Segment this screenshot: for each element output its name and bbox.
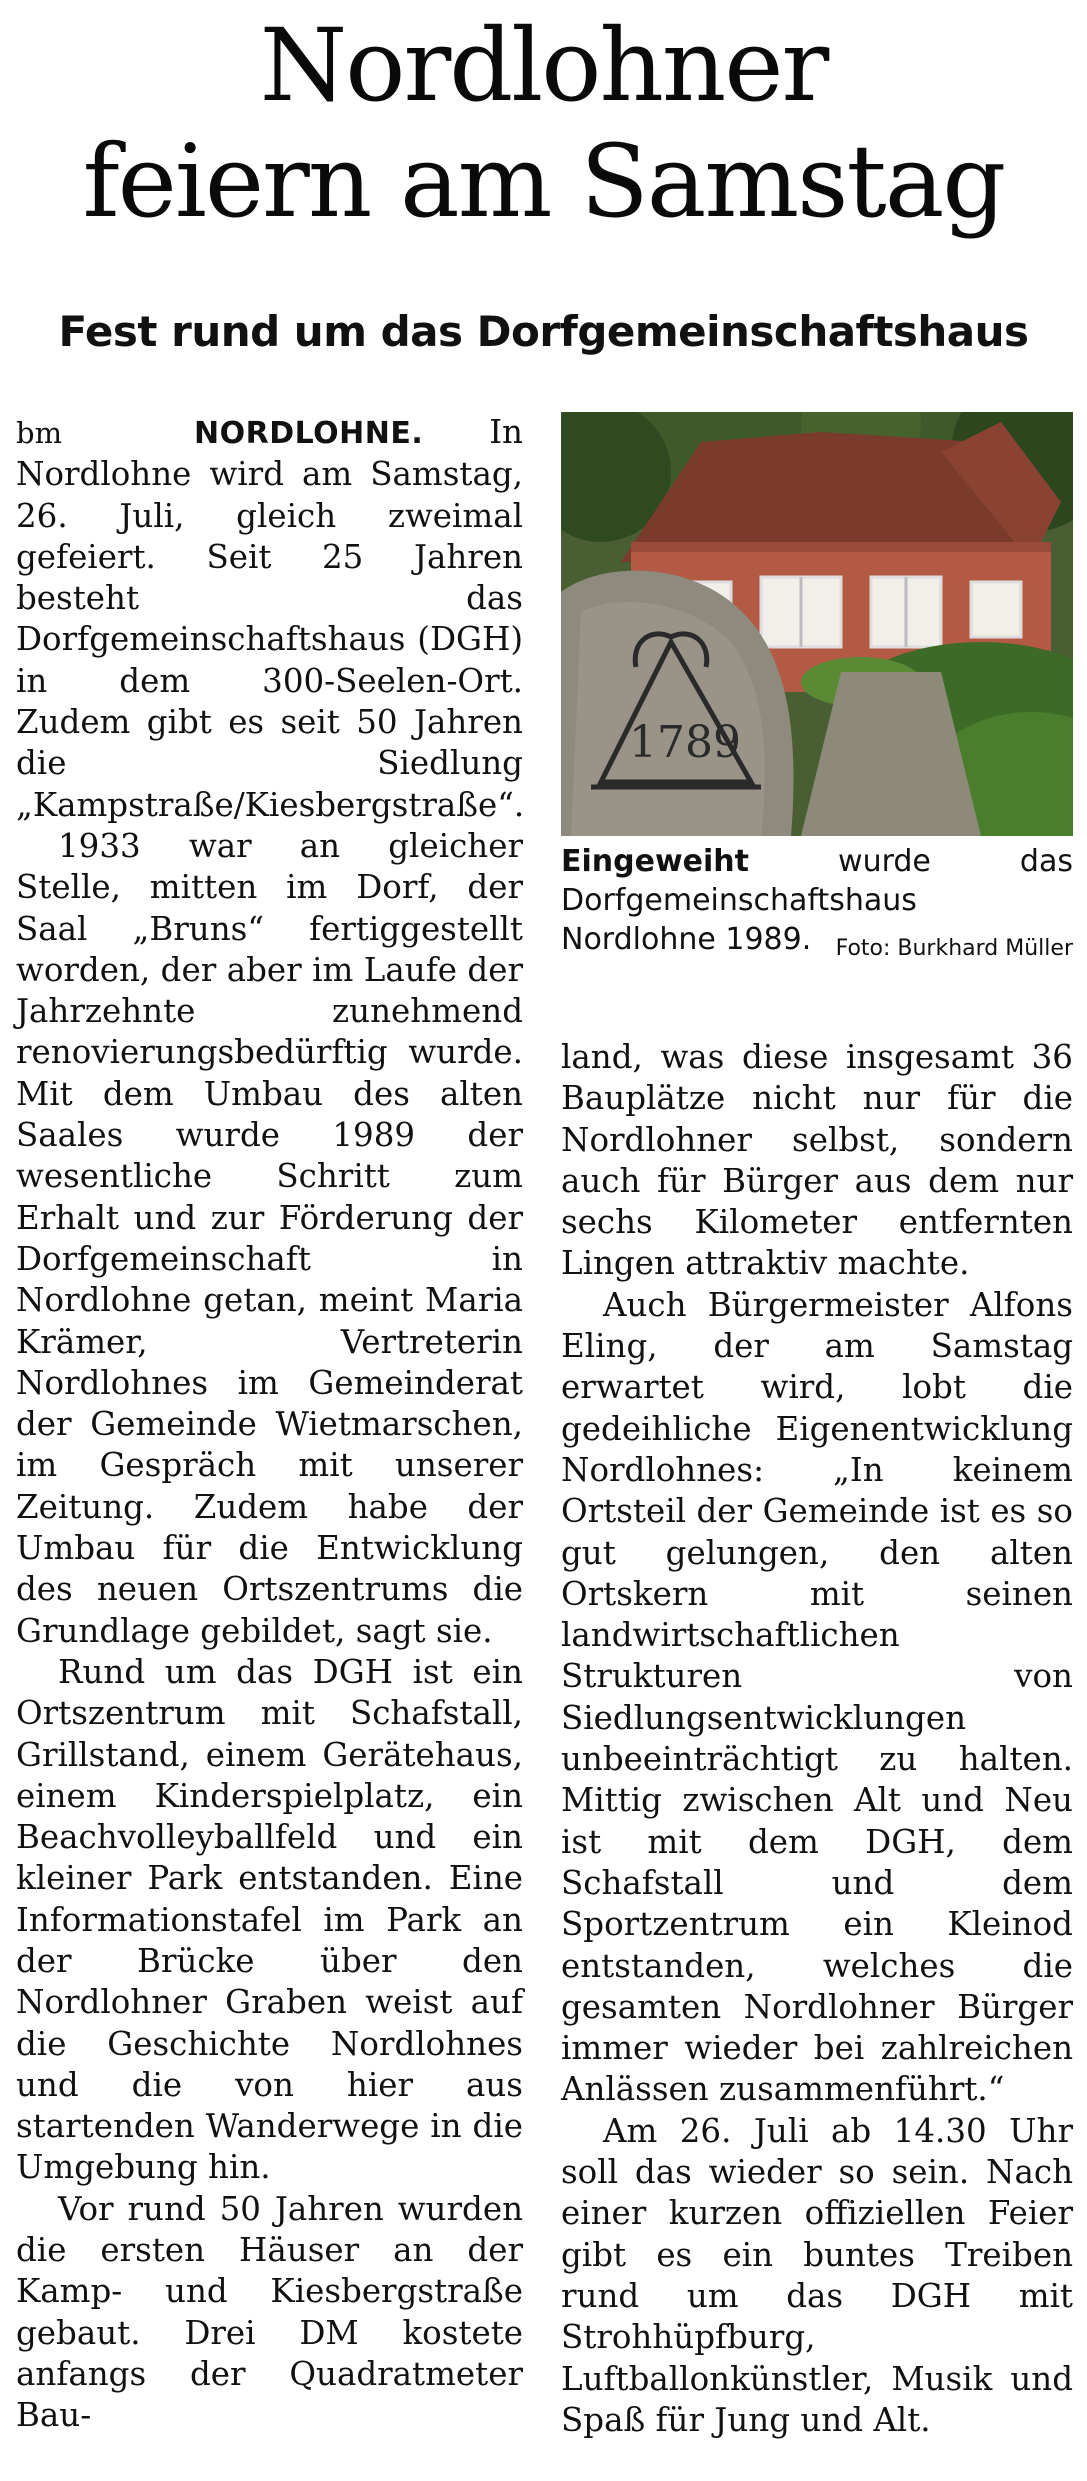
paragraph-text: In Nordlohne wird am Samstag, 26. Juli, gleich zweimal gefeiert. Seit 25 Jahren besteht das Dorfgemeinschaftshaus (DGH) in dem 300-Seelen-Ort. Zudem gibt es seit 50 Jahren die Siedlung „Kampstraße/Kiesbergstraße“. bbox=[16, 413, 525, 824]
photo-dgh-building bbox=[561, 412, 1073, 836]
headline-line-1: Nordlohner bbox=[259, 7, 828, 124]
photo-credit: Foto: Burkhard Müller bbox=[835, 936, 1073, 961]
photo-caption bbox=[561, 842, 1073, 968]
caption-text: wurde das Dorfgemeinschaftshaus Nordlohne 1989. bbox=[561, 844, 1073, 957]
paragraph: Auch Bürgermeister Alfons Eling, der am Samstag erwartet wird, lobt die gedeihliche Eigenentwicklung Nordlohnes: „In keinem Ortsteil der Gemeinde ist es so gut gelungen, den alten Ortskern mit seinen landwirtschaftlichen Strukturen von Siedlungsentwicklungen unbeeinträchtigt zu halten. Mittig zwischen Alt und Neu ist mit dem DGH, dem Schafstall und dem Sportzentrum ein Kleinod entstanden, welches die gesamten Nordlohner Bürger immer wieder bei zahlreichen Anlässen zusammenführt.“ bbox=[561, 1285, 1073, 2109]
subheadline: Fest rund um das Dorfgemeinschaftshaus bbox=[58, 307, 1029, 356]
paragraph bbox=[16, 412, 523, 826]
article-column-2 bbox=[561, 1037, 1073, 2441]
author-initials: bm bbox=[16, 416, 63, 450]
paragraph: land, was diese insgesamt 36 Bauplätze nicht nur für die Nordlohner selbst, sondern auch für Bürger aus dem nur sechs Kilometer entfernten Lingen attraktiv machte. bbox=[561, 1038, 1073, 1283]
headline bbox=[0, 8, 1087, 240]
paragraph: Rund um das DGH ist ein Ortszentrum mit Schafstall, Grillstand, einem Gerätehaus, einem Kinderspielplatz, ein Beachvolleyballfeld und ein kleiner Park entstanden. Eine Informationstafel im Park an der Brücke über den Nordlohner Graben weist auf die Geschichte Nordlohnes und die von hier aus startenden Wanderwege in die Umgebung hin. bbox=[16, 1652, 523, 2187]
article-column-1 bbox=[16, 412, 523, 2437]
paragraph: 1933 war an gleicher Stelle, mitten im Dorf, der Saal „Bruns“ fertiggestellt worden, der aber im Laufe der Jahrzehnte zunehmend renovierungsbedürftig wurde. Mit dem Umbau des alten Saales wurde 1989 der wesentliche Schritt zum Erhalt und zur Förderung der Dorfgemeinschaft in Nordlohne getan, meint Maria Krämer, Vertreterin Nordlohnes im Gemeinderat der Gemeinde Wietmarschen, im Gespräch mit unserer Zeitung. Zudem habe der Umbau für die Entwicklung des neuen Ortszentrums die Grundlage gebildet, sagt sie. bbox=[16, 826, 523, 1650]
stone-inscription: 1789 bbox=[629, 717, 741, 768]
caption-lead: Eingeweiht bbox=[561, 844, 749, 879]
paragraph: Vor rund 50 Jahren wurden die ersten Häuser an der Kamp- und Kiesbergstraße gebaut. Drei DM kostete anfangs der Quadratmeter Bau- bbox=[16, 2189, 523, 2435]
paragraph: Am 26. Juli ab 14.30 Uhr soll das wieder so sein. Nach einer kurzen offiziellen Feier gibt es ein buntes Treiben rund um das DGH mit Strohhüpfburg, Luftballonkünstler, Musik und Spaß für Jung und Alt. bbox=[561, 2111, 1073, 2439]
dateline: NORDLOHNE. bbox=[193, 416, 424, 451]
headline-line-2: feiern am Samstag bbox=[82, 123, 1005, 240]
